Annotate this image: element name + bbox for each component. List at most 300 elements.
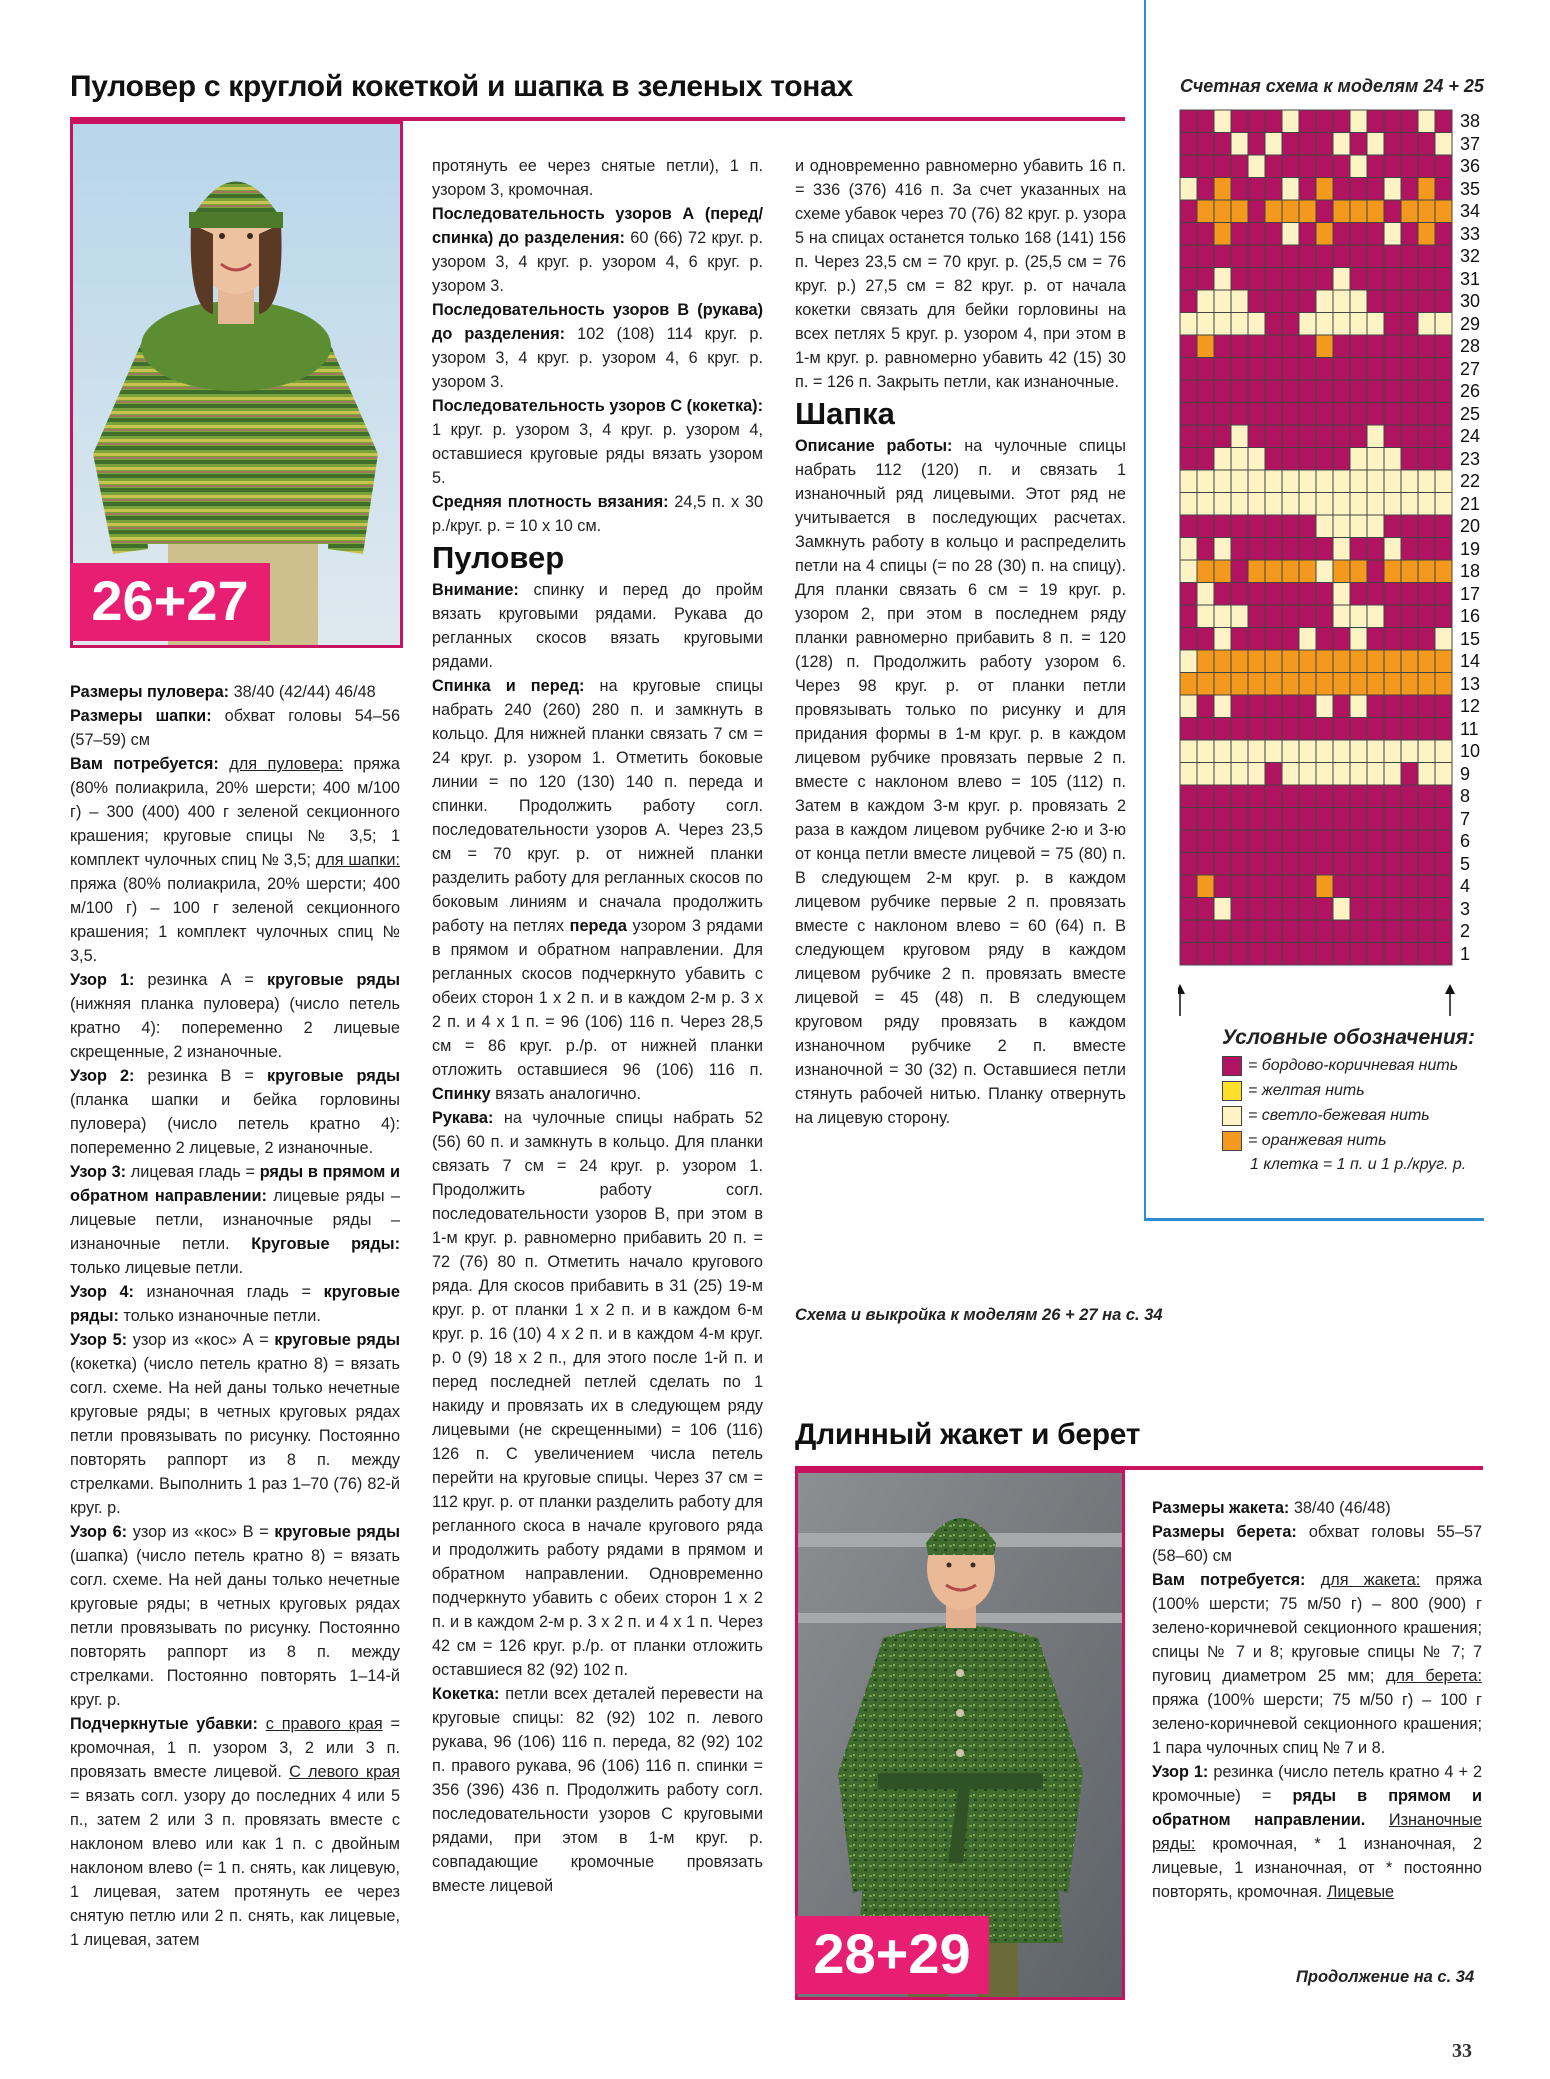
- chart-cell: [1248, 605, 1265, 628]
- chart-cell: [1231, 605, 1248, 628]
- chart-cell: [1197, 110, 1214, 133]
- chart-cell: [1265, 223, 1282, 246]
- chart-cell: [1435, 920, 1452, 943]
- chart-cell: [1316, 110, 1333, 133]
- chart-cell: [1367, 313, 1384, 336]
- chart-cell: [1231, 740, 1248, 763]
- text-column-jacket: Размеры жакета: 38/40 (46/48) Размеры берета: обхват головы 55–57 (58–60) см Вам потребуется: для жакета: пряжа (100% шерсти; 75 м/50 г) – 800 (900) г зелено-коричневой секционного крашения; спицы № 7 и 8; круговые спицы № 7; 7 пуговиц диаметром 25 мм; для берета: пряжа (100% шерсти; 75 м/50 г) – 100 г зелено-коричневой секционного крашения; 1 пара чулочных спиц № 7 и 8. Узор 1: резинка (число петель кратно 4 + 2 кромочные) = ряды в прямом и обратном направлении. Изнаночные ряды: кромочная, * 1 изнаночная, 2 лицевые, 1 изнаночная, от * постоянно повторять, кромочная. Лицевые: [1152, 1499, 1483, 1901]
- chart-arrows: [1178, 984, 1455, 1016]
- chart-cell: [1248, 943, 1265, 966]
- chart-cell: [1299, 223, 1316, 246]
- chart-cell: [1316, 763, 1333, 786]
- chart-cell: [1384, 493, 1401, 516]
- chart-row-label: 14: [1460, 651, 1481, 671]
- chart-cell: [1316, 695, 1333, 718]
- chart-cell: [1401, 425, 1418, 448]
- chart-cell: [1231, 583, 1248, 606]
- chart-cell: [1316, 628, 1333, 651]
- chart-cell: [1350, 560, 1367, 583]
- chart-cell: [1316, 133, 1333, 156]
- chart-cell: [1180, 695, 1197, 718]
- chart-cell: [1197, 808, 1214, 831]
- chart-cell: [1265, 335, 1282, 358]
- chart-cell: [1350, 628, 1367, 651]
- chart-cell: [1299, 830, 1316, 853]
- chart-cell: [1214, 853, 1231, 876]
- chart-cell: [1265, 853, 1282, 876]
- chart-cell: [1282, 538, 1299, 561]
- chart-cell: [1435, 335, 1452, 358]
- chart-cell: [1180, 358, 1197, 381]
- chart-cell: [1418, 133, 1435, 156]
- chart-cell: [1180, 628, 1197, 651]
- chart-cell: [1180, 785, 1197, 808]
- chart-cell: [1401, 538, 1418, 561]
- chart-cell: [1333, 178, 1350, 201]
- chart-cell: [1282, 358, 1299, 381]
- chart-cell: [1248, 718, 1265, 741]
- legend-item-yellow: [1222, 1081, 1365, 1101]
- chart-cell: [1367, 583, 1384, 606]
- chart-cell: [1248, 763, 1265, 786]
- chart-cell: [1214, 898, 1231, 921]
- chart-cell: [1180, 133, 1197, 156]
- chart-cell: [1197, 943, 1214, 966]
- chart-cell: [1299, 133, 1316, 156]
- chart-cell: [1367, 335, 1384, 358]
- chart-cell: [1180, 425, 1197, 448]
- chart-cell: [1367, 178, 1384, 201]
- chart-cell: [1214, 245, 1231, 268]
- chart-cell: [1367, 718, 1384, 741]
- chart-cell: [1401, 155, 1418, 178]
- chart-cell: [1248, 583, 1265, 606]
- chart-cell: [1367, 470, 1384, 493]
- chart-cell: [1401, 403, 1418, 426]
- chart-cell: [1418, 313, 1435, 336]
- chart-cell: [1265, 785, 1282, 808]
- chart-cell: [1316, 920, 1333, 943]
- chart-cell: [1265, 808, 1282, 831]
- chart-cell: [1316, 448, 1333, 471]
- chart-cell: [1350, 808, 1367, 831]
- chart-cell: [1180, 898, 1197, 921]
- chart-cell: [1350, 358, 1367, 381]
- chart-cell: [1333, 583, 1350, 606]
- chart-cell: [1248, 785, 1265, 808]
- chart-cell: [1350, 493, 1367, 516]
- chart-cell: [1299, 380, 1316, 403]
- chart-cell: [1180, 650, 1197, 673]
- repeat-arrow-left: [1178, 984, 1185, 994]
- chart-cell: [1401, 560, 1418, 583]
- chart-cell: [1299, 740, 1316, 763]
- chart-cell: [1180, 740, 1197, 763]
- chart-cell: [1282, 313, 1299, 336]
- chart-cell: [1316, 290, 1333, 313]
- chart-cell: [1197, 403, 1214, 426]
- chart-cell: [1265, 560, 1282, 583]
- chart-cell: [1316, 515, 1333, 538]
- chart-cell: [1231, 808, 1248, 831]
- chart-row-label: 23: [1460, 448, 1481, 469]
- chart-cell: [1282, 245, 1299, 268]
- chart-cell: [1248, 110, 1265, 133]
- chart-cell: [1197, 740, 1214, 763]
- chart-cell: [1401, 313, 1418, 336]
- chart-cell: [1384, 335, 1401, 358]
- chart-cell: [1282, 133, 1299, 156]
- chart-cell: [1401, 335, 1418, 358]
- chart-cell: [1214, 425, 1231, 448]
- chart-cell: [1265, 875, 1282, 898]
- scheme-reference-note: Схема и выкройка к моделям 26 + 27 на с. 34: [795, 1306, 1163, 1324]
- chart-cell: [1180, 200, 1197, 223]
- chart-cell: [1418, 470, 1435, 493]
- chart-cell: [1180, 673, 1197, 696]
- chart-cell: [1384, 560, 1401, 583]
- chart-cell: [1384, 718, 1401, 741]
- chart-cell: [1197, 763, 1214, 786]
- chart-cell: [1367, 605, 1384, 628]
- chart-cell: [1316, 560, 1333, 583]
- chart-cell: [1299, 920, 1316, 943]
- chart-cell: [1214, 583, 1231, 606]
- chart-cell: [1282, 875, 1299, 898]
- chart-cell: [1197, 605, 1214, 628]
- chart-cell: [1333, 448, 1350, 471]
- chart-cell: [1282, 200, 1299, 223]
- chart-row-label: 28: [1460, 336, 1481, 356]
- chart-cell: [1418, 898, 1435, 921]
- chart-cell: [1316, 740, 1333, 763]
- chart-row-label: 30: [1460, 291, 1481, 311]
- chart-cell: [1333, 853, 1350, 876]
- chart-cell: [1214, 763, 1231, 786]
- chart-cell: [1350, 763, 1367, 786]
- chart-cell: [1231, 200, 1248, 223]
- chart-cell: [1418, 583, 1435, 606]
- chart-cell: [1418, 403, 1435, 426]
- chart-cell: [1316, 335, 1333, 358]
- chart-cell: [1282, 448, 1299, 471]
- chart-row-label: 27: [1460, 358, 1481, 379]
- chart-cell: [1384, 448, 1401, 471]
- chart-cell: [1282, 740, 1299, 763]
- chart-cell: [1197, 358, 1214, 381]
- chart-cell: [1248, 335, 1265, 358]
- chart-cell: [1367, 110, 1384, 133]
- chart-cell: [1265, 403, 1282, 426]
- chart-cell: [1435, 538, 1452, 561]
- chart-cell: [1265, 290, 1282, 313]
- chart-cell: [1435, 898, 1452, 921]
- chart-cell: [1299, 268, 1316, 291]
- chart-cell: [1401, 493, 1418, 516]
- chart-cell: [1350, 943, 1367, 966]
- chart-cell: [1333, 673, 1350, 696]
- chart-cell: [1367, 245, 1384, 268]
- chart-cell: [1265, 538, 1282, 561]
- chart-cell: [1299, 155, 1316, 178]
- chart-cell: [1180, 538, 1197, 561]
- chart-cell: [1231, 650, 1248, 673]
- chart-cell: [1265, 763, 1282, 786]
- chart-cell: [1418, 605, 1435, 628]
- chart-cell: [1248, 740, 1265, 763]
- legend-title: Условные обозначения:: [1222, 1026, 1476, 1049]
- chart-cell: [1180, 493, 1197, 516]
- chart-cell: [1180, 920, 1197, 943]
- chart-cell: [1367, 560, 1384, 583]
- chart-cell: [1231, 223, 1248, 246]
- chart-cell: [1248, 650, 1265, 673]
- chart-cell: [1435, 943, 1452, 966]
- chart-frame-bottom: [1144, 1218, 1484, 1221]
- chart-cell: [1367, 853, 1384, 876]
- chart-cell: [1282, 290, 1299, 313]
- chart-cell: [1214, 178, 1231, 201]
- chart-cell: [1367, 763, 1384, 786]
- chart-cell: [1282, 898, 1299, 921]
- chart-cell: [1316, 718, 1333, 741]
- chart-cell: [1231, 313, 1248, 336]
- chart-cell: [1333, 245, 1350, 268]
- chart-cell: [1350, 920, 1367, 943]
- chart-cell: [1401, 178, 1418, 201]
- chart-cell: [1367, 808, 1384, 831]
- chart-cell: [1435, 853, 1452, 876]
- chart-cell: [1231, 493, 1248, 516]
- chart-cell: [1418, 628, 1435, 651]
- legend-label: = бордово-коричневая нить: [1248, 1057, 1459, 1074]
- chart-cell: [1435, 223, 1452, 246]
- chart-cell: [1418, 695, 1435, 718]
- chart-cell: [1265, 830, 1282, 853]
- chart-title: Счетная схема к моделям 24 + 25: [1180, 76, 1484, 96]
- chart-cell: [1282, 223, 1299, 246]
- chart-cell: [1180, 380, 1197, 403]
- chart-cell: [1231, 245, 1248, 268]
- chart-cell: [1180, 245, 1197, 268]
- chart-cell: [1418, 920, 1435, 943]
- chart-cell: [1214, 223, 1231, 246]
- chart-cell: [1401, 268, 1418, 291]
- chart-cell: [1435, 695, 1452, 718]
- chart-cell: [1299, 493, 1316, 516]
- chart-cell: [1350, 425, 1367, 448]
- chart-frame-left: [1144, 0, 1146, 1220]
- chart-cell: [1299, 628, 1316, 651]
- chart-cell: [1231, 155, 1248, 178]
- chart-row-label: 36: [1460, 156, 1481, 176]
- chart-row-label: 9: [1460, 763, 1471, 784]
- chart-cell: [1435, 245, 1452, 268]
- chart-cell: [1350, 155, 1367, 178]
- chart-cell: [1197, 560, 1214, 583]
- chart-cell: [1214, 808, 1231, 831]
- chart-cell: [1418, 245, 1435, 268]
- chart-cell: [1180, 718, 1197, 741]
- chart-cell: [1282, 178, 1299, 201]
- chart-cell: [1384, 763, 1401, 786]
- chart-cell: [1316, 830, 1333, 853]
- chart-cell: [1384, 650, 1401, 673]
- chart-cell: [1333, 380, 1350, 403]
- chart-cell: [1265, 313, 1282, 336]
- chart-cell: [1231, 853, 1248, 876]
- chart-cell: [1197, 470, 1214, 493]
- chart-row-label: 35: [1460, 178, 1481, 199]
- chart-cell: [1265, 448, 1282, 471]
- chart-cell: [1350, 605, 1367, 628]
- chart-cell: [1384, 313, 1401, 336]
- legend-item-orange: [1222, 1131, 1387, 1151]
- chart-cell: [1418, 830, 1435, 853]
- chart-cell: [1350, 178, 1367, 201]
- chart-cell: [1333, 403, 1350, 426]
- chart-cell: [1299, 943, 1316, 966]
- chart-cell: [1435, 718, 1452, 741]
- chart-cell: [1214, 470, 1231, 493]
- chart-cell: [1248, 425, 1265, 448]
- swatch-burgundy: [1222, 1056, 1242, 1076]
- chart-cell: [1265, 695, 1282, 718]
- chart-cell: [1316, 538, 1333, 561]
- chart-row-label: 13: [1460, 673, 1481, 694]
- chart-cell: [1435, 470, 1452, 493]
- chart-cell: [1418, 515, 1435, 538]
- chart-cell: [1299, 718, 1316, 741]
- chart-cell: [1248, 920, 1265, 943]
- chart-cell: [1316, 155, 1333, 178]
- chart-cell: [1248, 808, 1265, 831]
- chart-cell: [1316, 605, 1333, 628]
- chart-cell: [1265, 268, 1282, 291]
- chart-cell: [1418, 335, 1435, 358]
- chart-cell: [1350, 583, 1367, 606]
- chart-cell: [1401, 110, 1418, 133]
- chart-cell: [1248, 515, 1265, 538]
- legend-note: 1 клетка = 1 п. и 1 р./круг. р.: [1250, 1156, 1467, 1173]
- chart-cell: [1231, 515, 1248, 538]
- chart-cell: [1418, 853, 1435, 876]
- chart-cell: [1197, 493, 1214, 516]
- chart-cell: [1384, 740, 1401, 763]
- chart-cell: [1384, 403, 1401, 426]
- chart-row-label: 12: [1460, 696, 1481, 716]
- chart-cell: [1350, 673, 1367, 696]
- chart-cell: [1418, 110, 1435, 133]
- chart-cell: [1180, 763, 1197, 786]
- chart-cell: [1248, 628, 1265, 651]
- chart-cell: [1197, 223, 1214, 246]
- chart-row-label: 16: [1460, 606, 1481, 626]
- chart-cell: [1299, 538, 1316, 561]
- chart-cell: [1282, 673, 1299, 696]
- chart-cell: [1384, 943, 1401, 966]
- chart-cell: [1367, 740, 1384, 763]
- chart-cell: [1418, 290, 1435, 313]
- chart-cell: [1248, 875, 1265, 898]
- chart-cell: [1231, 335, 1248, 358]
- chart-cell: [1282, 583, 1299, 606]
- chart-cell: [1248, 898, 1265, 921]
- chart-cell: [1418, 785, 1435, 808]
- chart-cell: [1299, 650, 1316, 673]
- chart-cell: [1418, 943, 1435, 966]
- chart-cell: [1299, 335, 1316, 358]
- chart-cell: [1418, 740, 1435, 763]
- chart-cell: [1265, 515, 1282, 538]
- swatch-yellow: [1222, 1081, 1242, 1101]
- model-badge-26-27: 26+27: [70, 563, 270, 641]
- chart-cell: [1214, 785, 1231, 808]
- chart-cell: [1197, 515, 1214, 538]
- chart-cell: [1367, 290, 1384, 313]
- chart-cell: [1367, 785, 1384, 808]
- chart-cell: [1299, 110, 1316, 133]
- chart-cell: [1248, 178, 1265, 201]
- chart-cell: [1180, 178, 1197, 201]
- chart-cell: [1316, 875, 1333, 898]
- chart-cell: [1367, 223, 1384, 246]
- chart-cell: [1418, 763, 1435, 786]
- chart-cell: [1197, 313, 1214, 336]
- chart-cell: [1197, 628, 1214, 651]
- chart-cell: [1401, 358, 1418, 381]
- chart-cell: [1418, 223, 1435, 246]
- chart-cell: [1197, 133, 1214, 156]
- chart-cell: [1214, 200, 1231, 223]
- chart-cell: [1367, 425, 1384, 448]
- article-title-jacket: Длинный жакет и берет: [795, 1418, 1141, 1451]
- chart-row-label: 15: [1460, 628, 1481, 649]
- chart-cell: [1333, 223, 1350, 246]
- chart-cell: [1316, 673, 1333, 696]
- chart-cell: [1384, 853, 1401, 876]
- chart-cell: [1214, 313, 1231, 336]
- chart-cell: [1248, 268, 1265, 291]
- legend-label: = светло-бежевая нить: [1248, 1107, 1430, 1124]
- chart-cell: [1418, 155, 1435, 178]
- chart-cell: [1367, 920, 1384, 943]
- chart-cell: [1197, 200, 1214, 223]
- chart-cell: [1333, 515, 1350, 538]
- text-column-2: протянуть ее через снятые петли), 1 п. узором 3, кромочная. Последовательность узоров А (перед/спинка) до разделения: 60 (66) 72 круг. р. узором 3, 4 круг. р. узором 4, 6 круг. р. узором 3. Последовательность узоров В (рукава) до разделения: 102 (108) 114 круг. р. узором 3, 4 круг. р. узором 4, 6 круг. р. узором 3. Последовательность узоров С (кокетка): 1 круг. р. узором 3, 4 круг. р. узором 4, оставшиеся круговые ряды вязать узором 5. Средняя плотность вязания: 24,5 п. х 30 р./круг. р. = 10 х 10 см. Пуловер Внимание: спинку и перед до пройм вязать круговыми рядами. Рукава до регланных скосов вязать круговыми рядами. Спинка и перед: на круговые спицы набрать 240 (260) 280 п. и замкнуть в кольцо. Для нижней планки связать 7 см = 24 круг. р. узором 1. Отметить боковые линии = по 120 (130) 140 п. переда и спинки. Продолжить работу согл. последовательности узоров А. Через 23,5 см = 70 круг. р. от нижней планки разделить работу для регланных скосов по боковым линиям и сначала продолжить работу на петлях переда узором 3 рядами в прямом и обратном направлении. Для регланных скосов подчеркнуто убавить с обеих сторон 1 х 2 п. и в каждом 2-м р. 3 х 2 п. и 4 х 1 п. = 96 (106) 116 п. Через 28,5 см = 86 круг. р./р. от нижней планки отложить оставшиеся 96 (106) 116 п. Спинку вязать аналогично. Рукава: на чулочные спицы набрать 52 (56) 60 п. и замкнуть в кольцо. Для планки связать 7 см = 24 круг. р. узором 1. Продолжить работу согл. последовательности узоров В, при этом в 1-м круг. р. равномерно прибавить 20 п. = 72 (76) 80 п. Отметить начало кругового ряда. Для скосов прибавить в 31 (25) 19-м круг. р. от планки 1 х 2 п. и в каждом 6-м круг. р. 16 (10) 4 х 2 п. и в каждом 4-м круг. р. 0 (9) 18 х 2 п., для этого после 1-й п. и перед последней петлей сделать по 1 накиду и провязать их в следующем ряду лицевыми (не скрещенными) = 106 (116) 126 п. С увеличением числа петель перейти на круговые спицы. Через 37 см = 112 круг. р. от планки разделить работу для регланного скоса в начале кругового ряда и продолжить работу рядами в прямом и обратном направлении. Одновременно подчеркнуто убавить с обеих сторон 1 х 2 п. и в каждом 2-м р. 3 х 2 п. и 4 х 1 п. Через 42 см = 126 круг. р./р. от планки отложить оставшиеся 82 (92) 102 п. Кокетка: петли всех деталей перевести на круговые спицы: 82 (92) 102 п. левого рукава, 96 (106) 116 п. переда, 82 (92) 102 п. правого рукава, 96 (106) 116 п. спинки = 356 (396) 436 п. Продолжить работу согл. последовательности узоров С круговыми рядами, при этом в 1-м круг. р. совпадающие кромочные провязать вместе лицевой: [432, 157, 764, 1895]
- chart-cell: [1231, 830, 1248, 853]
- chart-cell: [1180, 830, 1197, 853]
- chart-cell: [1333, 470, 1350, 493]
- chart-cell: [1367, 875, 1384, 898]
- chart-cell: [1180, 605, 1197, 628]
- chart-cell: [1231, 673, 1248, 696]
- chart-cell: [1316, 853, 1333, 876]
- chart-cell: [1384, 470, 1401, 493]
- chart-cell: [1435, 628, 1452, 651]
- chart-cell: [1180, 808, 1197, 831]
- chart-row-label: 8: [1460, 786, 1471, 806]
- chart-cell: [1435, 425, 1452, 448]
- chart-cell: [1180, 470, 1197, 493]
- chart-cell: [1350, 695, 1367, 718]
- chart-cell: [1435, 605, 1452, 628]
- chart-cell: [1401, 898, 1418, 921]
- chart-cell: [1384, 155, 1401, 178]
- chart-cell: [1350, 538, 1367, 561]
- chart-cell: [1435, 110, 1452, 133]
- chart-row-label: 1: [1460, 943, 1471, 964]
